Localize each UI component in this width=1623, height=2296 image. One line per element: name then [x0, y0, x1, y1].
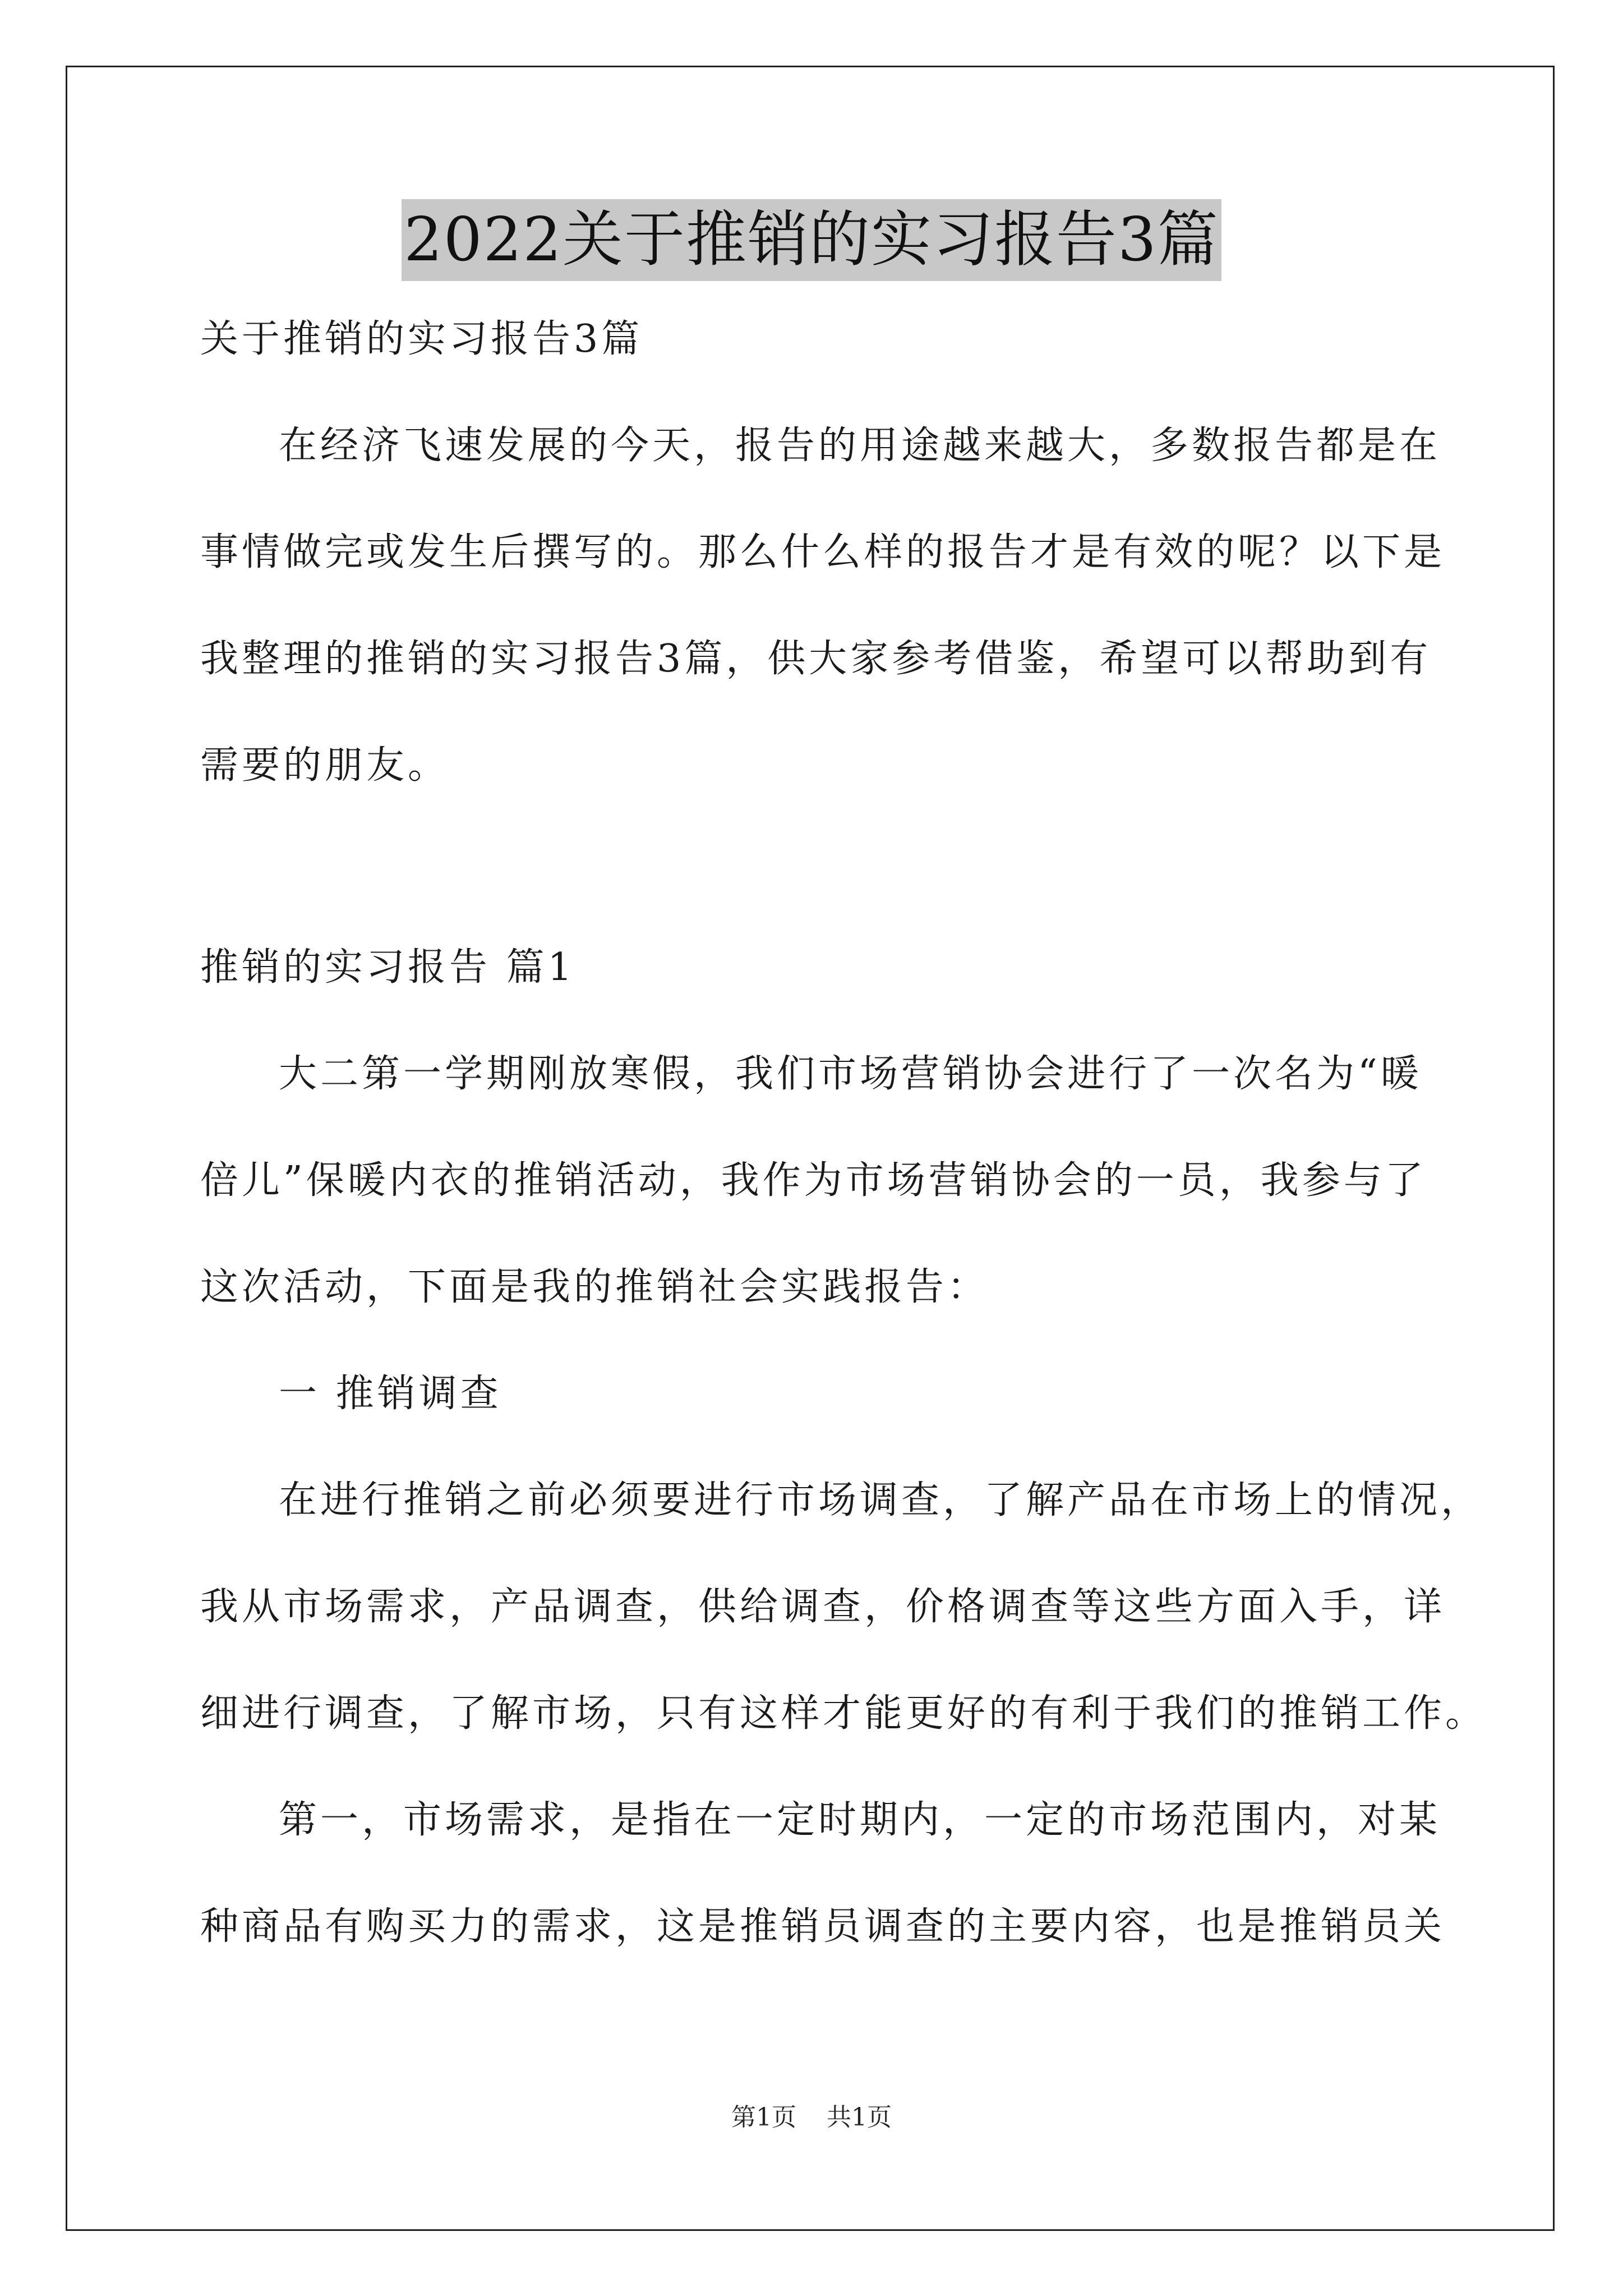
page-total: 共1页 [827, 2103, 892, 2132]
section-line: 倍儿”保暖内衣的推销活动，我作为市场营销协会的一员，我参与了 [200, 1158, 1427, 1203]
title-container [0, 199, 1623, 281]
intro-line: 事情做完或发生后撰写的。那么什么样的报告才是有效的呢？以下是 [200, 530, 1446, 574]
intro-line: 需要的朋友。 [200, 743, 450, 788]
subheading-line: 一 推销调查 [279, 1372, 502, 1416]
section-line: 第一，市场需求，是指在一定时期内，一定的市场范围内，对某 [279, 1798, 1441, 1842]
intro-line: 在经济飞速发展的今天，报告的用途越来越大，多数报告都是在 [279, 424, 1441, 468]
section-line: 在进行推销之前必须要进行市场调查，了解产品在市场上的情况， [279, 1478, 1483, 1522]
document-title: 2022关于推销的实习报告3篇 [402, 199, 1221, 281]
section-heading: 推销的实习报告 篇1 [200, 945, 575, 990]
subtitle: 关于推销的实习报告3篇 [200, 317, 643, 361]
section-line: 大二第一学期刚放寒假，我们市场营销协会进行了一次名为“暖 [279, 1052, 1422, 1096]
page-number: 第1页 [731, 2103, 796, 2132]
intro-line: 我整理的推销的实习报告3篇，供大家参考借鉴，希望可以帮助到有 [200, 637, 1432, 681]
section-line: 细进行调查，了解市场，只有这样才能更好的有利于我们的推销工作。 [200, 1691, 1487, 1736]
section-line: 我从市场需求，产品调查，供给调查，价格调查等这些方面入手，详 [200, 1585, 1446, 1629]
paragraph-gap [200, 836, 1428, 931]
section-line: 这次活动，下面是我的推销社会实践报告： [200, 1265, 989, 1309]
document-body [200, 303, 1487, 1997]
page-footer [0, 2097, 1623, 2133]
section-line: 种商品有购买力的需求，这是推销员调查的主要内容，也是推销员关 [200, 1904, 1446, 1949]
